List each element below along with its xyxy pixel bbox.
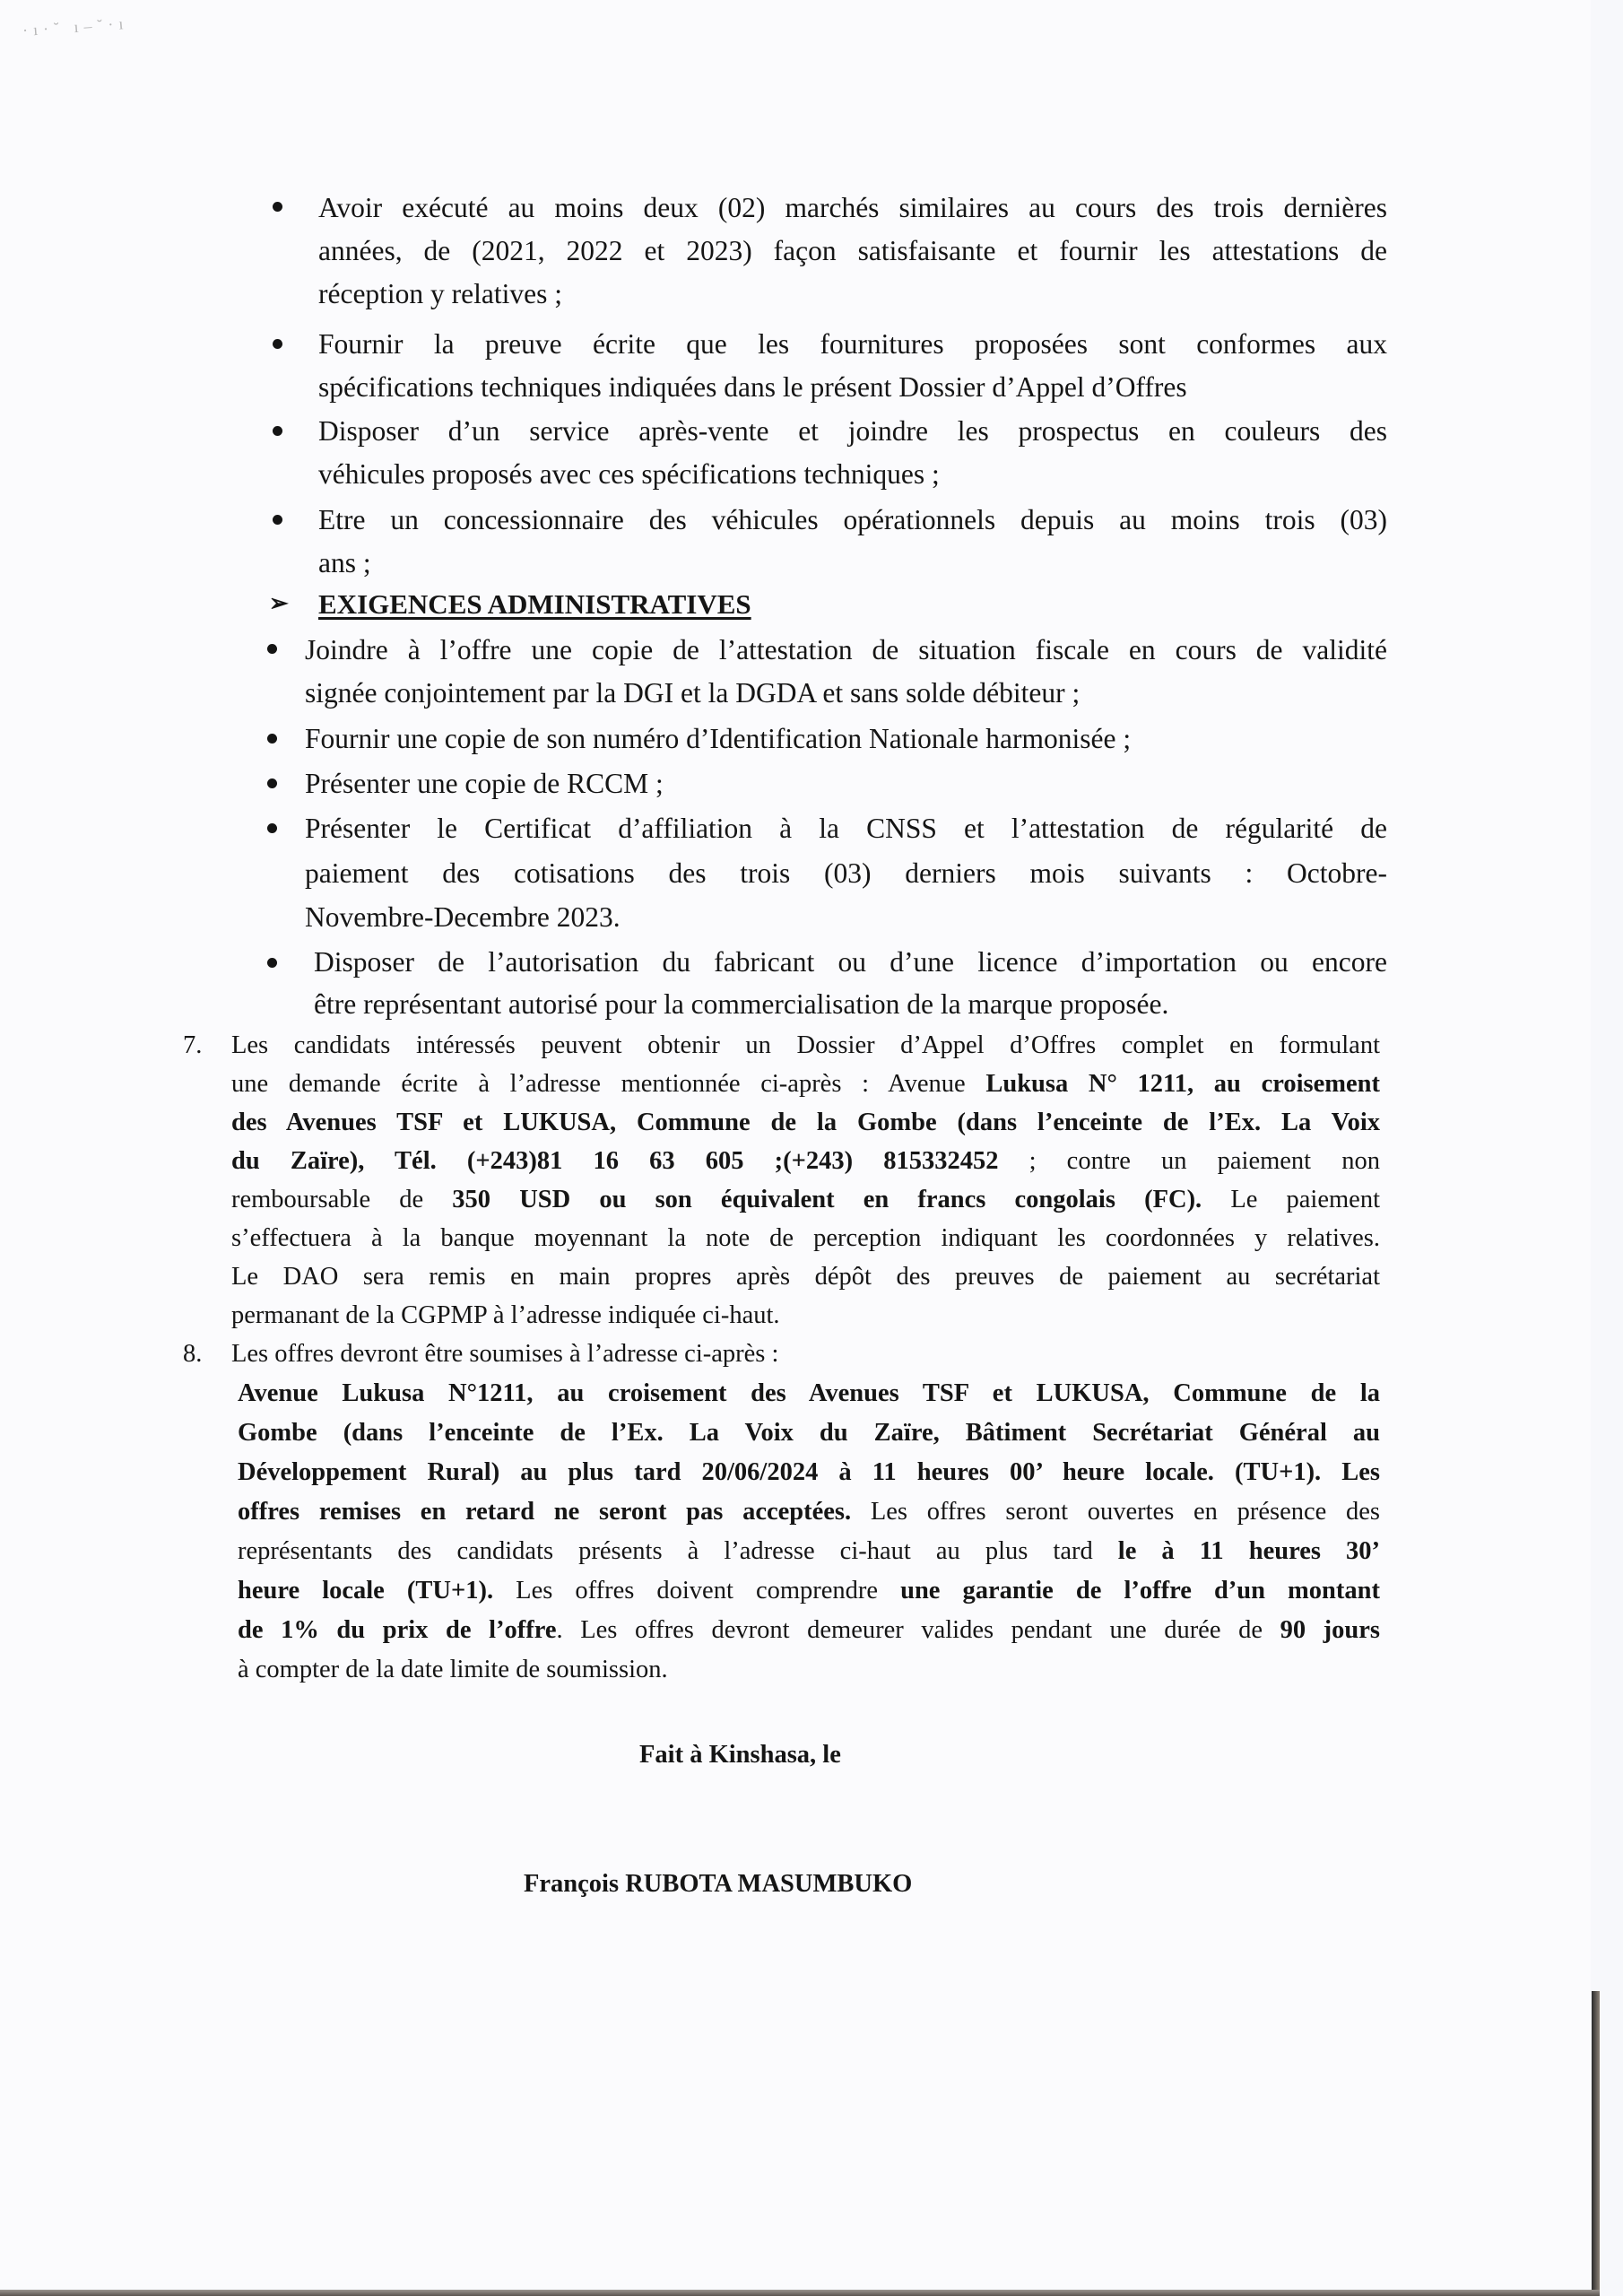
scan-edge-bottom: [0, 2290, 1600, 2296]
list-item-line: Fournir une copie de son numéro d’Identification Nationale harmonisée ;: [305, 723, 1132, 754]
place-date-line: Fait à Kinshasa, le: [639, 1741, 841, 1769]
arrow-bullet-icon: ➢: [269, 590, 289, 616]
bullet-icon: [273, 515, 282, 525]
paragraph-line: représentants des candidats présents à l’adresse ci-haut au plus tard le à 11 heures 30’: [238, 1537, 1380, 1565]
list-item-line: Joindre à l’offre une copie de l’attestation de situation fiscale en cours de validité: [305, 634, 1387, 665]
list-item-line: Novembre-Decembre 2023.: [305, 901, 621, 933]
paragraph-line: des Avenues TSF et LUKUSA, Commune de la Gombe (dans l’enceinte de l’Ex. La Voix: [231, 1109, 1380, 1136]
list-item-line: Présenter une copie de RCCM ;: [305, 768, 664, 799]
list-item-line: véhicules proposés avec ces spécifications techniques ;: [318, 458, 940, 490]
bullet-icon: [267, 778, 277, 788]
list-item-line: spécifications techniques indiquées dans le présent Dossier d’Appel d’Offres: [318, 371, 1187, 403]
list-item-line: Avoir exécuté au moins deux (02) marchés similaires au cours des trois dernières: [318, 192, 1387, 223]
scan-artifact: ·ı·˘ ı–˘·ı: [22, 13, 130, 40]
list-item-line: années, de (2021, 2022 et 2023) façon satisfaisante et fournir les attestations de: [318, 235, 1387, 266]
item-number: 8.: [183, 1340, 203, 1368]
paragraph-line: Le DAO sera remis en main propres après dépôt des preuves de paiement au secrétariat: [231, 1263, 1380, 1291]
paragraph-line: remboursable de 350 USD ou son équivalent en francs congolais (FC). Le paiement: [231, 1186, 1380, 1213]
bullet-icon: [273, 202, 282, 212]
scan-edge-right: [1592, 1991, 1600, 2296]
paragraph-line: Les offres devront être soumises à l’adresse ci-après :: [231, 1340, 779, 1368]
list-item-line: Disposer de l’autorisation du fabricant ou d’une licence d’importation ou encore: [314, 946, 1387, 978]
list-item-line: ans ;: [318, 547, 371, 578]
paragraph-line: Développement Rural) au plus tard 20/06/2024 à 11 heures 00’ heure locale. (TU+1). Les: [238, 1458, 1380, 1486]
list-item-line: Disposer d’un service après-vente et joindre les prospectus en couleurs des: [318, 415, 1387, 447]
list-item-line: signée conjointement par la DGI et la DGDA et sans solde débiteur ;: [305, 677, 1081, 709]
list-item-line: Présenter le Certificat d’affiliation à la CNSS et l’attestation de régularité de: [305, 813, 1387, 844]
list-item-line: Fournir la preuve écrite que les fournitures proposées sont conformes aux: [318, 328, 1387, 360]
paragraph-line: de 1% du prix de l’offre. Les offres devront demeurer valides pendant une durée de 90 jours: [238, 1616, 1380, 1644]
paragraph-line: à compter de la date limite de soumission.: [238, 1656, 668, 1683]
paragraph-line: heure locale (TU+1). Les offres doivent comprendre une garantie de l’offre d’un montant: [238, 1577, 1380, 1605]
paragraph-line: une demande écrite à l’adresse mentionnée ci-après : Avenue Lukusa N° 1211, au croisement: [231, 1070, 1380, 1098]
list-item-line: être représentant autorisé pour la commercialisation de la marque proposée.: [314, 988, 1169, 1020]
bullet-icon: [267, 958, 277, 968]
item-number: 7.: [183, 1031, 203, 1059]
paragraph-line: Gombe (dans l’enceinte de l’Ex. La Voix du Zaïre, Bâtiment Secrétariat Général au: [238, 1419, 1380, 1447]
list-item-line: Etre un concessionnaire des véhicules opérationnels depuis au moins trois (03): [318, 504, 1387, 535]
paragraph-line: Avenue Lukusa N°1211, au croisement des Avenues TSF et LUKUSA, Commune de la: [238, 1379, 1380, 1407]
paragraph-line: s’effectuera à la banque moyennant la note de perception indiquant les coordonnées y relatives.: [231, 1224, 1380, 1252]
paragraph-line: offres remises en retard ne seront pas acceptées. Les offres seront ouvertes en présence des: [238, 1498, 1380, 1526]
list-item-line: réception y relatives ;: [318, 278, 563, 309]
paragraph-line: permanant de la CGPMP à l’adresse indiquée ci-haut.: [231, 1301, 780, 1329]
bullet-icon: [267, 644, 277, 654]
signatory-name: François RUBOTA MASUMBUKO: [524, 1870, 913, 1898]
paragraph-line: Les candidats intéressés peuvent obtenir un Dossier d’Appel d’Offres complet en formulant: [231, 1031, 1380, 1059]
bullet-icon: [273, 339, 282, 349]
list-item-line: paiement des cotisations des trois (03) derniers mois suivants : Octobre-: [305, 857, 1387, 889]
section-heading: EXIGENCES ADMINISTRATIVES: [318, 588, 751, 620]
bullet-icon: [273, 426, 282, 436]
bullet-icon: [267, 823, 277, 833]
bullet-icon: [267, 734, 277, 744]
paragraph-line: du Zaïre), Tél. (+243)81 16 63 605 ;(+243) 815332452 ; contre un paiement non: [231, 1147, 1380, 1175]
